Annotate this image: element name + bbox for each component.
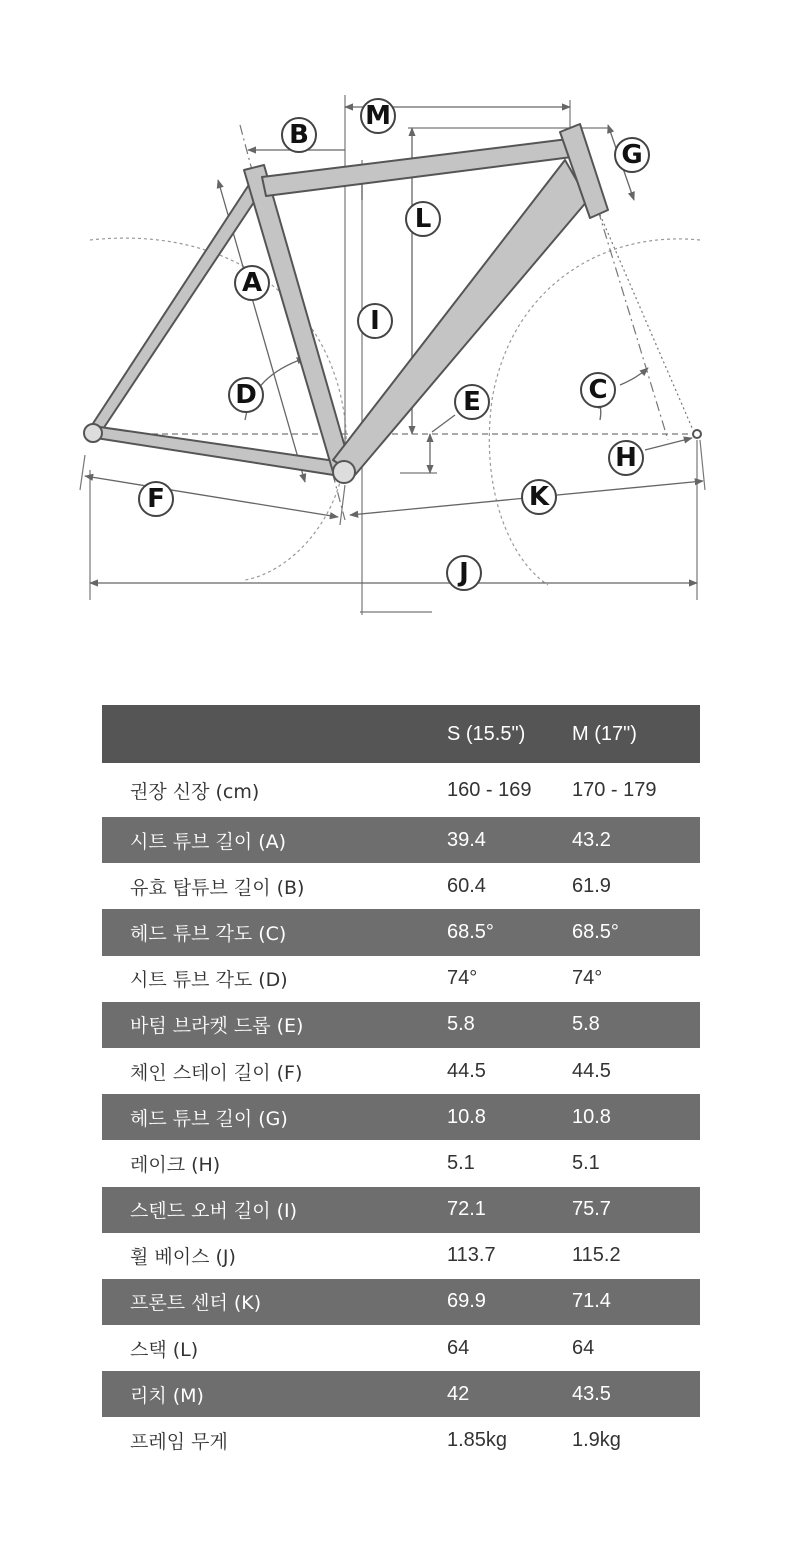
- row-label: 휠 베이스 (J): [130, 1246, 236, 1269]
- bicycle-frame: [84, 124, 701, 483]
- svg-text:D: D: [235, 380, 257, 410]
- label-b: [282, 118, 316, 152]
- label-c: [581, 373, 615, 407]
- table-row: [102, 1187, 700, 1233]
- geometry-table: [102, 705, 700, 1464]
- svg-text:H: H: [615, 443, 637, 473]
- table-row: [102, 1371, 700, 1417]
- row-label: 스텐드 오버 길이 (I): [130, 1200, 298, 1223]
- label-e: [455, 385, 489, 419]
- row-value-m: 71.4: [572, 1290, 611, 1313]
- svg-text:A: A: [241, 268, 263, 298]
- label-f: [139, 482, 173, 516]
- row-label: 프레임 무게: [130, 1431, 228, 1454]
- table-row: [102, 1094, 700, 1140]
- table-row: [102, 817, 700, 863]
- seat-tube: [241, 165, 351, 472]
- row-value-s: 5.1: [447, 1151, 475, 1174]
- row-label: 권장 신장 (cm): [130, 780, 260, 803]
- row-label: 시트 튜브 길이 (A): [130, 830, 287, 853]
- row-label: 레이크 (H): [130, 1153, 221, 1176]
- svg-text:K: K: [528, 482, 550, 512]
- row-value-m: 5.1: [572, 1151, 600, 1174]
- row-value-s: 10.8: [447, 1105, 486, 1128]
- label-h: [609, 441, 643, 475]
- label-d: [229, 378, 263, 412]
- row-value-s: 113.7: [447, 1244, 496, 1267]
- row-value-m: 10.8: [572, 1105, 611, 1128]
- row-value-m: 74°: [572, 967, 603, 990]
- table-row: [102, 863, 700, 909]
- row-value-m: 75.7: [572, 1198, 611, 1221]
- header-label: [102, 705, 437, 763]
- row-label: 시트 튜브 각도 (D): [130, 969, 288, 992]
- label-g: [615, 138, 649, 172]
- table-row: [102, 1140, 700, 1186]
- frame-geometry-diagram: [0, 0, 800, 640]
- row-label: 바텀 브라켓 드롭 (E): [130, 1015, 304, 1038]
- row-value-m: 43.5: [572, 1382, 611, 1405]
- rear-dropout: [84, 424, 102, 442]
- row-value-m: 5.8: [572, 1013, 600, 1036]
- row-value-s: 64: [447, 1336, 470, 1359]
- row-value-s: 68.5°: [447, 920, 494, 943]
- row-value-s: 44.5: [447, 1059, 486, 1082]
- row-value-s: 1.85kg: [447, 1429, 508, 1452]
- row-value-s: 42: [447, 1382, 470, 1405]
- row-value-m: 44.5: [572, 1059, 611, 1082]
- table-header-row: [102, 705, 700, 763]
- geometry-table-body: [102, 763, 700, 1464]
- row-value-s: 5.8: [447, 1013, 475, 1036]
- label-j: [447, 556, 481, 590]
- label-i: [358, 304, 392, 338]
- svg-text:M: M: [365, 101, 391, 131]
- row-value-m: 68.5°: [572, 920, 619, 943]
- table-row: [102, 1325, 700, 1371]
- svg-text:J: J: [459, 558, 469, 588]
- table-row: [102, 1233, 700, 1279]
- svg-text:F: F: [147, 484, 165, 514]
- header-size-s: S (15.5"): [447, 722, 526, 745]
- svg-text:L: L: [414, 204, 432, 234]
- svg-text:C: C: [588, 375, 608, 405]
- header-size-m: M (17"): [572, 722, 637, 745]
- label-a: [235, 266, 269, 300]
- row-value-s: 72.1: [447, 1198, 486, 1221]
- table-row: [102, 909, 700, 955]
- row-value-s: 39.4: [447, 828, 486, 851]
- svg-text:I: I: [370, 306, 380, 336]
- svg-text:E: E: [463, 387, 481, 417]
- fork-axle: [693, 430, 701, 438]
- row-value-m: 1.9kg: [572, 1429, 621, 1452]
- row-label: 헤드 튜브 각도 (C): [130, 922, 287, 945]
- row-value-m: 170 - 179: [572, 778, 657, 801]
- row-label: 헤드 튜브 길이 (G): [130, 1107, 288, 1130]
- row-value-m: 43.2: [572, 828, 611, 851]
- row-value-m: 64: [572, 1336, 595, 1359]
- row-value-s: 60.4: [447, 874, 486, 897]
- row-label: 유효 탑튜브 길이 (B): [130, 876, 305, 899]
- row-label: 체인 스테이 길이 (F): [130, 1061, 303, 1084]
- row-label: 프론트 센터 (K): [130, 1292, 262, 1315]
- table-row: [102, 1002, 700, 1048]
- label-m: [361, 99, 395, 133]
- svg-text:G: G: [621, 140, 643, 170]
- row-value-s: 74°: [447, 967, 478, 990]
- row-value-s: 160 - 169: [447, 778, 532, 801]
- bottom-bracket: [333, 461, 355, 483]
- row-value-m: 115.2: [572, 1244, 621, 1267]
- svg-text:B: B: [289, 120, 309, 150]
- table-row: [102, 1048, 700, 1094]
- table-row: [102, 763, 700, 817]
- row-value-s: 69.9: [447, 1290, 486, 1313]
- row-value-m: 61.9: [572, 874, 611, 897]
- row-label: 리치 (M): [130, 1384, 204, 1407]
- label-k: [522, 480, 556, 514]
- table-row: [102, 956, 700, 1002]
- table-row: [102, 1417, 700, 1463]
- table-row: [102, 1279, 700, 1325]
- row-label: 스택 (L): [130, 1338, 199, 1361]
- label-l: [406, 202, 440, 236]
